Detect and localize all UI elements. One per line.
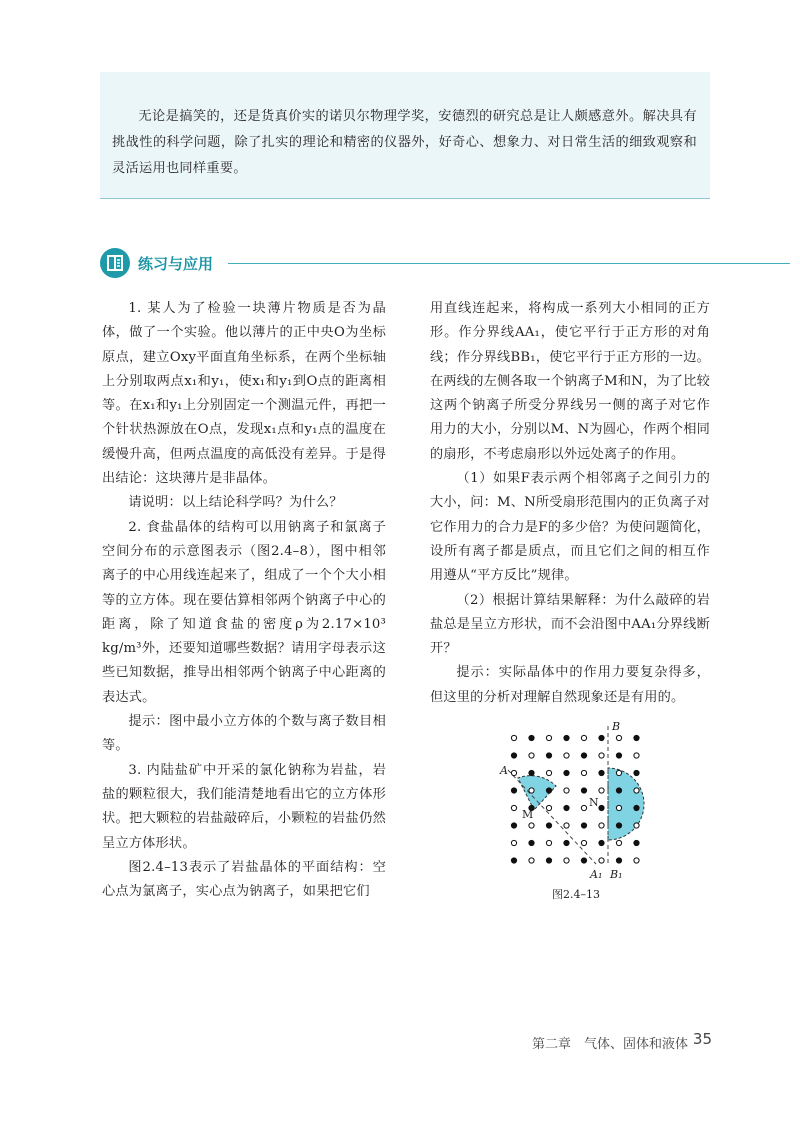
chloride-ion [564, 753, 569, 758]
sodium-ion [511, 753, 516, 758]
left-column [102, 297, 386, 904]
sodium-ion [634, 735, 639, 740]
chapter-title: 第二章 气体、固体和液体 [531, 1037, 688, 1052]
label-m: M [522, 808, 534, 821]
chloride-ion [616, 805, 621, 810]
chloride-ion [529, 823, 534, 828]
chloride-ion [546, 805, 551, 810]
sodium-ion [581, 788, 586, 793]
sodium-ion [529, 770, 534, 775]
sodium-ion [564, 805, 569, 810]
chloride-ion [634, 753, 639, 758]
sodium-ion [616, 753, 621, 758]
chloride-ion [634, 823, 639, 828]
question-3-part-1: （1）如果F表示两个相邻离子之间引力的大小，问：M、N所受扇形范围内的正负离子对它作用力的合力是F的多少倍？为使问题简化，设所有离子都是质点，而且它们之间的相互作用遵从“平方反比”规律。 [430, 471, 710, 584]
chloride-ion [599, 753, 604, 758]
sodium-ion [599, 805, 604, 810]
question-3-continued: 用直线连起来，将构成一系列大小相同的正方形。作分界线AA₁，使它平行于正方形的对角线；作分界线BB₁，使它平行于正方形的一边。在两线的左侧各取一个钠离子M和N，为了比较这两个钠离子所受分界线另一侧的离子对它作用力的大小，分别以M、N为圆心，作两个相同的扇形，不考虑扇形以外远处离子的作用。 [430, 301, 710, 462]
sodium-ion [599, 735, 604, 740]
chloride-ion [599, 823, 604, 828]
sodium-ion [564, 770, 569, 775]
exercise-book-icon [100, 248, 130, 278]
sodium-ion [546, 753, 551, 758]
sodium-ion [529, 735, 534, 740]
sodium-ion [581, 858, 586, 863]
sodium-ion [564, 840, 569, 845]
ion-lattice-diagram [496, 716, 656, 906]
chloride-ion [546, 770, 551, 775]
question-3-structure: 图2.4–13表示了岩盐晶体的平面结构：空心点为氯离子，实心点为钠离子，如果把它们 [102, 859, 386, 900]
figure-2-4-13 [496, 716, 656, 906]
chloride-ion [546, 735, 551, 740]
question-2-hint: 提示：图中最小立方体的个数与离子数目相等。 [102, 714, 386, 754]
section-divider [228, 263, 790, 264]
label-b: B [612, 720, 621, 733]
label-b1: B₁ [610, 868, 623, 881]
label-a: A [500, 764, 508, 777]
chloride-ion [599, 858, 604, 863]
chloride-ion [599, 788, 604, 793]
sector-n [608, 768, 644, 840]
sodium-ion [511, 823, 516, 828]
figure-caption: 图2.4–13 [552, 888, 600, 901]
intro-paragraph: 无论是搞笑的，还是货真价实的诺贝尔物理学奖，安德烈的研究总是让人颇感意外。解决具有挑战性的科学问题，除了扎实的理论和精密的仪器外，好奇心、想象力、对日常生活的细致观察和灵活运用也同样重要。 [112, 109, 697, 176]
sodium-ion [581, 823, 586, 828]
chloride-ion [581, 840, 586, 845]
section-title: 练习与应用 [138, 255, 214, 273]
chloride-ion [511, 770, 516, 775]
sodium-ion [511, 858, 516, 863]
page-number: 35 [692, 1030, 712, 1048]
question-2: 2. 食盐晶体的结构可以用钠离子和氯离子空间分布的示意图表示（图2.4–8），图中相邻离子的中心用线连起来了，组成了一个个大小相等的立方体。现在要估算相邻两个钠离子中心的距离，除了知道食盐的密度ρ为2.17×10³ kg/m³外，还要知道哪些数据？请用字母表示这些已知数据，推导出相邻两个钠离子中心距离的表达式。 [102, 519, 386, 705]
chloride-ion [511, 735, 516, 740]
sodium-ion [546, 858, 551, 863]
question-1-prompt: 请说明：以上结论科学吗？为什么？ [128, 495, 343, 511]
sodium-ion [599, 770, 604, 775]
chloride-ion [564, 823, 569, 828]
chloride-ion [634, 788, 639, 793]
chloride-ion [581, 805, 586, 810]
sodium-ion [581, 753, 586, 758]
chloride-ion [529, 788, 534, 793]
sodium-ion [529, 840, 534, 845]
sodium-ion [564, 735, 569, 740]
chloride-ion [564, 788, 569, 793]
question-3-hint: 提示：实际晶体中的作用力要复杂得多，但这里的分析对理解自然现象还是有用的。 [430, 665, 710, 705]
sodium-ion [634, 805, 639, 810]
chloride-ion [581, 735, 586, 740]
sodium-ion [546, 788, 551, 793]
sodium-ion [546, 823, 551, 828]
chloride-ion [529, 753, 534, 758]
question-1: 1. 某人为了检验一块薄片物质是否为晶体，做了一个实验。他以薄片的正中央O为坐标原点，建立Oxy平面直角坐标系，在两个坐标轴上分别取两点x₁和y₁，使x₁和y₁到O点的距离相等。在x₁和y₁上分别固定一个测温元件，再把一个针状热源放在O点，发现x₁点和y₁点的温度在缓慢升高，但两点温度的高低没有差异。于是得出结论：这块薄片是非晶体。 [102, 301, 386, 487]
sodium-ion [511, 788, 516, 793]
chloride-ion [529, 858, 534, 863]
section-header [100, 248, 790, 282]
question-3-part-2: （2）根据计算结果解释：为什么敲碎的岩盐总是呈立方形状，而不会沿图中AA₁分界线断开？ [430, 592, 710, 657]
sodium-ion [616, 788, 621, 793]
chloride-ion [616, 735, 621, 740]
question-3: 3. 内陆盐矿中开采的氯化钠称为岩盐，岩盐的颗粒很大，我们能清楚地看出它的立方体形状。把大颗粒的岩盐敲碎后，小颗粒的岩盐仍然呈立方体形状。 [102, 762, 386, 851]
sodium-ion [616, 823, 621, 828]
sodium-ion [634, 770, 639, 775]
chloride-ion [616, 770, 621, 775]
chloride-ion [616, 840, 621, 845]
label-n: N [589, 796, 599, 809]
right-column [430, 297, 710, 710]
label-a1: A₁ [590, 868, 603, 881]
chloride-ion [546, 840, 551, 845]
sodium-ion [599, 840, 604, 845]
chloride-ion [511, 840, 516, 845]
chloride-ion [581, 770, 586, 775]
chloride-ion [564, 858, 569, 863]
sodium-ion [634, 840, 639, 845]
chloride-ion [634, 858, 639, 863]
sodium-ion [616, 858, 621, 863]
chloride-ion [511, 805, 516, 810]
